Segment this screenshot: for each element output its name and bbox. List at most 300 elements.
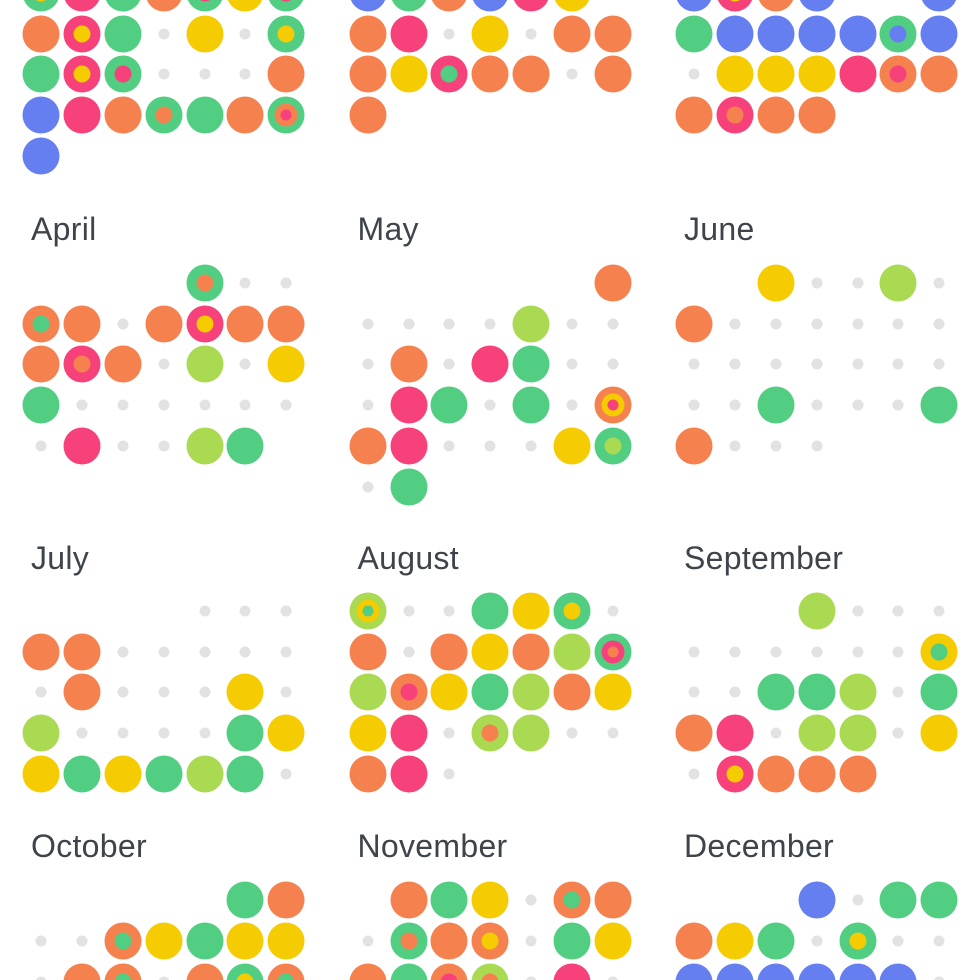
- day-dot-activity[interactable]: [21, 303, 62, 344]
- day-dot-activity[interactable]: [388, 385, 429, 426]
- day-dot-activity[interactable]: [796, 95, 837, 136]
- day-dot-activity[interactable]: [796, 591, 837, 632]
- day-dot-activity[interactable]: [21, 713, 62, 754]
- day-dot-activity[interactable]: [388, 54, 429, 95]
- day-dot-activity[interactable]: [388, 880, 429, 921]
- day-dot-activity[interactable]: [103, 344, 144, 385]
- day-dot-activity[interactable]: [756, 385, 797, 426]
- day-dot-rest[interactable]: [62, 385, 103, 426]
- day-dot-rest[interactable]: [266, 631, 307, 672]
- day-dot-activity[interactable]: [429, 54, 470, 95]
- day-dot-activity[interactable]: [184, 263, 225, 304]
- day-dot-activity[interactable]: [511, 672, 552, 713]
- day-dot-activity[interactable]: [21, 136, 62, 177]
- day-dot-rest[interactable]: [348, 466, 389, 507]
- day-dot-rest[interactable]: [225, 591, 266, 632]
- day-dot-activity[interactable]: [919, 631, 960, 672]
- day-dot-activity[interactable]: [715, 95, 756, 136]
- day-dot-activity[interactable]: [225, 303, 266, 344]
- day-dot-rest[interactable]: [184, 591, 225, 632]
- day-dot-rest[interactable]: [796, 303, 837, 344]
- day-dot-rest[interactable]: [551, 303, 592, 344]
- day-dot-activity[interactable]: [348, 54, 389, 95]
- day-dot-activity[interactable]: [388, 713, 429, 754]
- day-dot-rest[interactable]: [796, 426, 837, 467]
- day-dot-activity[interactable]: [225, 754, 266, 795]
- day-dot-activity[interactable]: [715, 13, 756, 54]
- day-dot-activity[interactable]: [592, 426, 633, 467]
- day-dot-activity[interactable]: [796, 0, 837, 13]
- day-dot-rest[interactable]: [756, 631, 797, 672]
- day-dot-activity[interactable]: [388, 754, 429, 795]
- day-dot-activity[interactable]: [511, 385, 552, 426]
- day-dot-activity[interactable]: [103, 754, 144, 795]
- day-dot-activity[interactable]: [592, 385, 633, 426]
- day-dot-rest[interactable]: [388, 631, 429, 672]
- day-dot-activity[interactable]: [184, 13, 225, 54]
- day-dot-rest[interactable]: [756, 344, 797, 385]
- day-dot-rest[interactable]: [470, 303, 511, 344]
- day-dot-rest[interactable]: [348, 921, 389, 962]
- day-dot-activity[interactable]: [429, 672, 470, 713]
- day-dot-activity[interactable]: [837, 754, 878, 795]
- day-dot-activity[interactable]: [796, 672, 837, 713]
- day-dot-rest[interactable]: [225, 54, 266, 95]
- day-dot-rest[interactable]: [388, 303, 429, 344]
- day-dot-rest[interactable]: [592, 591, 633, 632]
- day-dot-rest[interactable]: [103, 426, 144, 467]
- day-dot-activity[interactable]: [715, 0, 756, 13]
- day-dot-rest[interactable]: [592, 962, 633, 980]
- day-dot-activity[interactable]: [470, 713, 511, 754]
- day-dot-activity[interactable]: [470, 54, 511, 95]
- day-dot-activity[interactable]: [184, 344, 225, 385]
- day-dot-activity[interactable]: [266, 713, 307, 754]
- day-dot-activity[interactable]: [429, 921, 470, 962]
- day-dot-activity[interactable]: [348, 672, 389, 713]
- day-dot-activity[interactable]: [796, 962, 837, 980]
- day-dot-rest[interactable]: [143, 344, 184, 385]
- day-dot-rest[interactable]: [429, 303, 470, 344]
- day-dot-activity[interactable]: [715, 962, 756, 980]
- day-dot-activity[interactable]: [837, 713, 878, 754]
- day-dot-rest[interactable]: [511, 13, 552, 54]
- day-dot-activity[interactable]: [21, 54, 62, 95]
- day-dot-activity[interactable]: [796, 880, 837, 921]
- day-dot-activity[interactable]: [919, 54, 960, 95]
- day-dot-rest[interactable]: [919, 303, 960, 344]
- day-dot-rest[interactable]: [878, 591, 919, 632]
- day-dot-rest[interactable]: [429, 713, 470, 754]
- day-dot-activity[interactable]: [837, 672, 878, 713]
- day-dot-activity[interactable]: [511, 303, 552, 344]
- day-dot-activity[interactable]: [184, 426, 225, 467]
- day-dot-rest[interactable]: [143, 385, 184, 426]
- day-dot-activity[interactable]: [756, 921, 797, 962]
- day-dot-rest[interactable]: [184, 54, 225, 95]
- day-dot-activity[interactable]: [511, 631, 552, 672]
- day-dot-rest[interactable]: [919, 921, 960, 962]
- day-dot-activity[interactable]: [592, 672, 633, 713]
- day-dot-activity[interactable]: [674, 95, 715, 136]
- day-dot-activity[interactable]: [143, 0, 184, 13]
- day-dot-activity[interactable]: [756, 962, 797, 980]
- day-dot-rest[interactable]: [878, 713, 919, 754]
- day-dot-activity[interactable]: [266, 880, 307, 921]
- day-dot-activity[interactable]: [878, 13, 919, 54]
- day-dot-activity[interactable]: [184, 921, 225, 962]
- day-dot-rest[interactable]: [837, 385, 878, 426]
- day-dot-activity[interactable]: [62, 54, 103, 95]
- day-dot-rest[interactable]: [103, 713, 144, 754]
- day-dot-activity[interactable]: [919, 13, 960, 54]
- day-dot-activity[interactable]: [878, 263, 919, 304]
- day-dot-activity[interactable]: [470, 631, 511, 672]
- day-dot-rest[interactable]: [184, 385, 225, 426]
- day-dot-activity[interactable]: [143, 95, 184, 136]
- day-dot-rest[interactable]: [143, 13, 184, 54]
- day-dot-activity[interactable]: [62, 754, 103, 795]
- day-dot-activity[interactable]: [511, 344, 552, 385]
- day-dot-rest[interactable]: [715, 385, 756, 426]
- day-dot-rest[interactable]: [21, 672, 62, 713]
- day-dot-activity[interactable]: [837, 54, 878, 95]
- day-dot-activity[interactable]: [796, 754, 837, 795]
- day-dot-rest[interactable]: [511, 880, 552, 921]
- day-dot-activity[interactable]: [225, 880, 266, 921]
- day-dot-rest[interactable]: [796, 263, 837, 304]
- day-dot-rest[interactable]: [388, 591, 429, 632]
- day-dot-rest[interactable]: [674, 754, 715, 795]
- day-dot-activity[interactable]: [429, 631, 470, 672]
- day-dot-activity[interactable]: [919, 385, 960, 426]
- day-dot-activity[interactable]: [674, 13, 715, 54]
- day-dot-activity[interactable]: [919, 0, 960, 13]
- day-dot-rest[interactable]: [21, 921, 62, 962]
- day-dot-activity[interactable]: [266, 54, 307, 95]
- day-dot-rest[interactable]: [143, 426, 184, 467]
- day-dot-rest[interactable]: [796, 385, 837, 426]
- day-dot-activity[interactable]: [674, 0, 715, 13]
- day-dot-rest[interactable]: [796, 344, 837, 385]
- day-dot-activity[interactable]: [796, 13, 837, 54]
- day-dot-activity[interactable]: [348, 13, 389, 54]
- day-dot-activity[interactable]: [103, 0, 144, 13]
- day-dot-rest[interactable]: [184, 713, 225, 754]
- day-dot-rest[interactable]: [511, 921, 552, 962]
- day-dot-rest[interactable]: [225, 13, 266, 54]
- day-dot-activity[interactable]: [225, 921, 266, 962]
- day-dot-rest[interactable]: [266, 263, 307, 304]
- day-dot-activity[interactable]: [143, 921, 184, 962]
- day-dot-rest[interactable]: [919, 344, 960, 385]
- day-dot-activity[interactable]: [551, 13, 592, 54]
- day-dot-activity[interactable]: [674, 713, 715, 754]
- day-dot-activity[interactable]: [143, 303, 184, 344]
- day-dot-rest[interactable]: [470, 385, 511, 426]
- day-dot-rest[interactable]: [878, 385, 919, 426]
- day-dot-rest[interactable]: [21, 962, 62, 980]
- day-dot-activity[interactable]: [266, 303, 307, 344]
- day-dot-activity[interactable]: [551, 672, 592, 713]
- day-dot-activity[interactable]: [551, 0, 592, 13]
- day-dot-rest[interactable]: [551, 713, 592, 754]
- day-dot-activity[interactable]: [184, 962, 225, 980]
- day-dot-rest[interactable]: [143, 672, 184, 713]
- day-dot-activity[interactable]: [348, 0, 389, 13]
- day-dot-activity[interactable]: [674, 962, 715, 980]
- day-dot-rest[interactable]: [674, 631, 715, 672]
- day-dot-rest[interactable]: [225, 631, 266, 672]
- day-dot-activity[interactable]: [184, 0, 225, 13]
- day-dot-activity[interactable]: [225, 426, 266, 467]
- day-dot-rest[interactable]: [837, 0, 878, 13]
- day-dot-activity[interactable]: [266, 962, 307, 980]
- day-dot-activity[interactable]: [225, 962, 266, 980]
- day-dot-activity[interactable]: [837, 962, 878, 980]
- day-dot-activity[interactable]: [592, 631, 633, 672]
- day-dot-activity[interactable]: [62, 303, 103, 344]
- day-dot-activity[interactable]: [511, 713, 552, 754]
- day-dot-rest[interactable]: [919, 591, 960, 632]
- day-dot-activity[interactable]: [511, 0, 552, 13]
- day-dot-rest[interactable]: [266, 385, 307, 426]
- day-dot-rest[interactable]: [837, 631, 878, 672]
- day-dot-rest[interactable]: [878, 0, 919, 13]
- day-dot-activity[interactable]: [348, 713, 389, 754]
- day-dot-rest[interactable]: [511, 962, 552, 980]
- day-dot-rest[interactable]: [674, 385, 715, 426]
- day-dot-rest[interactable]: [429, 754, 470, 795]
- day-dot-activity[interactable]: [511, 54, 552, 95]
- day-dot-activity[interactable]: [592, 13, 633, 54]
- day-dot-rest[interactable]: [143, 631, 184, 672]
- day-dot-activity[interactable]: [674, 921, 715, 962]
- day-dot-activity[interactable]: [388, 344, 429, 385]
- day-dot-activity[interactable]: [715, 754, 756, 795]
- day-dot-rest[interactable]: [919, 962, 960, 980]
- day-dot-activity[interactable]: [592, 263, 633, 304]
- day-dot-activity[interactable]: [348, 754, 389, 795]
- day-dot-rest[interactable]: [551, 344, 592, 385]
- day-dot-rest[interactable]: [429, 426, 470, 467]
- day-dot-activity[interactable]: [715, 713, 756, 754]
- day-dot-activity[interactable]: [470, 880, 511, 921]
- day-dot-activity[interactable]: [756, 54, 797, 95]
- day-dot-activity[interactable]: [266, 0, 307, 13]
- day-dot-rest[interactable]: [878, 344, 919, 385]
- day-dot-activity[interactable]: [348, 426, 389, 467]
- day-dot-activity[interactable]: [551, 426, 592, 467]
- day-dot-activity[interactable]: [103, 54, 144, 95]
- day-dot-activity[interactable]: [62, 95, 103, 136]
- day-dot-rest[interactable]: [266, 591, 307, 632]
- day-dot-activity[interactable]: [511, 591, 552, 632]
- day-dot-rest[interactable]: [796, 921, 837, 962]
- day-dot-activity[interactable]: [388, 921, 429, 962]
- day-dot-activity[interactable]: [470, 921, 511, 962]
- day-dot-rest[interactable]: [184, 631, 225, 672]
- day-dot-rest[interactable]: [715, 631, 756, 672]
- day-dot-activity[interactable]: [21, 13, 62, 54]
- day-dot-activity[interactable]: [592, 921, 633, 962]
- day-dot-rest[interactable]: [429, 591, 470, 632]
- day-dot-activity[interactable]: [470, 672, 511, 713]
- day-dot-rest[interactable]: [511, 426, 552, 467]
- day-dot-rest[interactable]: [225, 344, 266, 385]
- day-dot-activity[interactable]: [470, 591, 511, 632]
- day-dot-activity[interactable]: [429, 962, 470, 980]
- day-dot-activity[interactable]: [348, 631, 389, 672]
- day-dot-rest[interactable]: [715, 344, 756, 385]
- day-dot-activity[interactable]: [715, 921, 756, 962]
- day-dot-rest[interactable]: [143, 713, 184, 754]
- day-dot-rest[interactable]: [878, 921, 919, 962]
- day-dot-rest[interactable]: [837, 263, 878, 304]
- day-dot-rest[interactable]: [429, 13, 470, 54]
- day-dot-activity[interactable]: [878, 54, 919, 95]
- day-dot-activity[interactable]: [388, 962, 429, 980]
- day-dot-rest[interactable]: [837, 880, 878, 921]
- day-dot-activity[interactable]: [470, 344, 511, 385]
- day-dot-activity[interactable]: [674, 426, 715, 467]
- day-dot-activity[interactable]: [21, 385, 62, 426]
- day-dot-rest[interactable]: [592, 713, 633, 754]
- day-dot-activity[interactable]: [266, 13, 307, 54]
- day-dot-activity[interactable]: [429, 880, 470, 921]
- day-dot-activity[interactable]: [143, 754, 184, 795]
- day-dot-rest[interactable]: [266, 754, 307, 795]
- day-dot-activity[interactable]: [878, 962, 919, 980]
- day-dot-activity[interactable]: [592, 54, 633, 95]
- day-dot-rest[interactable]: [674, 54, 715, 95]
- day-dot-rest[interactable]: [62, 713, 103, 754]
- day-dot-activity[interactable]: [919, 713, 960, 754]
- day-dot-activity[interactable]: [756, 263, 797, 304]
- day-dot-rest[interactable]: [184, 672, 225, 713]
- day-dot-activity[interactable]: [21, 754, 62, 795]
- day-dot-activity[interactable]: [429, 385, 470, 426]
- day-dot-activity[interactable]: [837, 13, 878, 54]
- day-dot-rest[interactable]: [551, 385, 592, 426]
- day-dot-rest[interactable]: [62, 921, 103, 962]
- day-dot-activity[interactable]: [919, 880, 960, 921]
- day-dot-activity[interactable]: [388, 426, 429, 467]
- day-dot-rest[interactable]: [470, 426, 511, 467]
- day-dot-activity[interactable]: [266, 921, 307, 962]
- day-dot-activity[interactable]: [103, 95, 144, 136]
- day-dot-rest[interactable]: [21, 426, 62, 467]
- day-dot-activity[interactable]: [715, 54, 756, 95]
- day-dot-rest[interactable]: [592, 303, 633, 344]
- day-dot-activity[interactable]: [21, 631, 62, 672]
- day-dot-rest[interactable]: [348, 344, 389, 385]
- day-dot-activity[interactable]: [551, 962, 592, 980]
- day-dot-activity[interactable]: [388, 0, 429, 13]
- day-dot-rest[interactable]: [266, 672, 307, 713]
- day-dot-rest[interactable]: [878, 631, 919, 672]
- day-dot-rest[interactable]: [674, 672, 715, 713]
- day-dot-activity[interactable]: [266, 344, 307, 385]
- day-dot-rest[interactable]: [225, 263, 266, 304]
- day-dot-rest[interactable]: [103, 631, 144, 672]
- day-dot-activity[interactable]: [225, 713, 266, 754]
- day-dot-activity[interactable]: [796, 54, 837, 95]
- day-dot-activity[interactable]: [756, 13, 797, 54]
- day-dot-rest[interactable]: [715, 672, 756, 713]
- day-dot-activity[interactable]: [551, 880, 592, 921]
- day-dot-activity[interactable]: [551, 921, 592, 962]
- day-dot-rest[interactable]: [837, 591, 878, 632]
- day-dot-rest[interactable]: [715, 303, 756, 344]
- day-dot-activity[interactable]: [62, 631, 103, 672]
- day-dot-rest[interactable]: [143, 54, 184, 95]
- day-dot-rest[interactable]: [143, 962, 184, 980]
- day-dot-activity[interactable]: [225, 95, 266, 136]
- day-dot-rest[interactable]: [592, 344, 633, 385]
- day-dot-activity[interactable]: [103, 962, 144, 980]
- day-dot-rest[interactable]: [348, 303, 389, 344]
- day-dot-activity[interactable]: [348, 962, 389, 980]
- day-dot-activity[interactable]: [551, 591, 592, 632]
- day-dot-activity[interactable]: [756, 754, 797, 795]
- day-dot-activity[interactable]: [429, 0, 470, 13]
- day-dot-rest[interactable]: [878, 672, 919, 713]
- day-dot-activity[interactable]: [470, 962, 511, 980]
- day-dot-activity[interactable]: [225, 0, 266, 13]
- day-dot-rest[interactable]: [674, 344, 715, 385]
- day-dot-rest[interactable]: [756, 426, 797, 467]
- day-dot-activity[interactable]: [388, 672, 429, 713]
- day-dot-activity[interactable]: [592, 880, 633, 921]
- day-dot-activity[interactable]: [62, 426, 103, 467]
- day-dot-rest[interactable]: [919, 263, 960, 304]
- day-dot-activity[interactable]: [62, 962, 103, 980]
- day-dot-activity[interactable]: [756, 0, 797, 13]
- day-dot-activity[interactable]: [62, 13, 103, 54]
- day-dot-rest[interactable]: [348, 385, 389, 426]
- day-dot-activity[interactable]: [919, 672, 960, 713]
- day-dot-rest[interactable]: [103, 385, 144, 426]
- day-dot-activity[interactable]: [62, 0, 103, 13]
- day-dot-activity[interactable]: [756, 672, 797, 713]
- day-dot-rest[interactable]: [756, 713, 797, 754]
- day-dot-rest[interactable]: [103, 672, 144, 713]
- day-dot-rest[interactable]: [796, 631, 837, 672]
- day-dot-activity[interactable]: [348, 95, 389, 136]
- day-dot-rest[interactable]: [551, 54, 592, 95]
- day-dot-activity[interactable]: [388, 13, 429, 54]
- day-dot-rest[interactable]: [429, 344, 470, 385]
- day-dot-rest[interactable]: [592, 0, 633, 13]
- day-dot-activity[interactable]: [62, 344, 103, 385]
- day-dot-activity[interactable]: [551, 631, 592, 672]
- day-dot-activity[interactable]: [878, 880, 919, 921]
- day-dot-rest[interactable]: [103, 303, 144, 344]
- day-dot-activity[interactable]: [103, 13, 144, 54]
- day-dot-activity[interactable]: [348, 591, 389, 632]
- day-dot-rest[interactable]: [756, 303, 797, 344]
- day-dot-activity[interactable]: [674, 303, 715, 344]
- day-dot-activity[interactable]: [21, 95, 62, 136]
- day-dot-activity[interactable]: [103, 921, 144, 962]
- day-dot-activity[interactable]: [266, 95, 307, 136]
- day-dot-rest[interactable]: [878, 303, 919, 344]
- day-dot-activity[interactable]: [388, 466, 429, 507]
- day-dot-activity[interactable]: [21, 344, 62, 385]
- day-dot-activity[interactable]: [796, 713, 837, 754]
- day-dot-activity[interactable]: [184, 95, 225, 136]
